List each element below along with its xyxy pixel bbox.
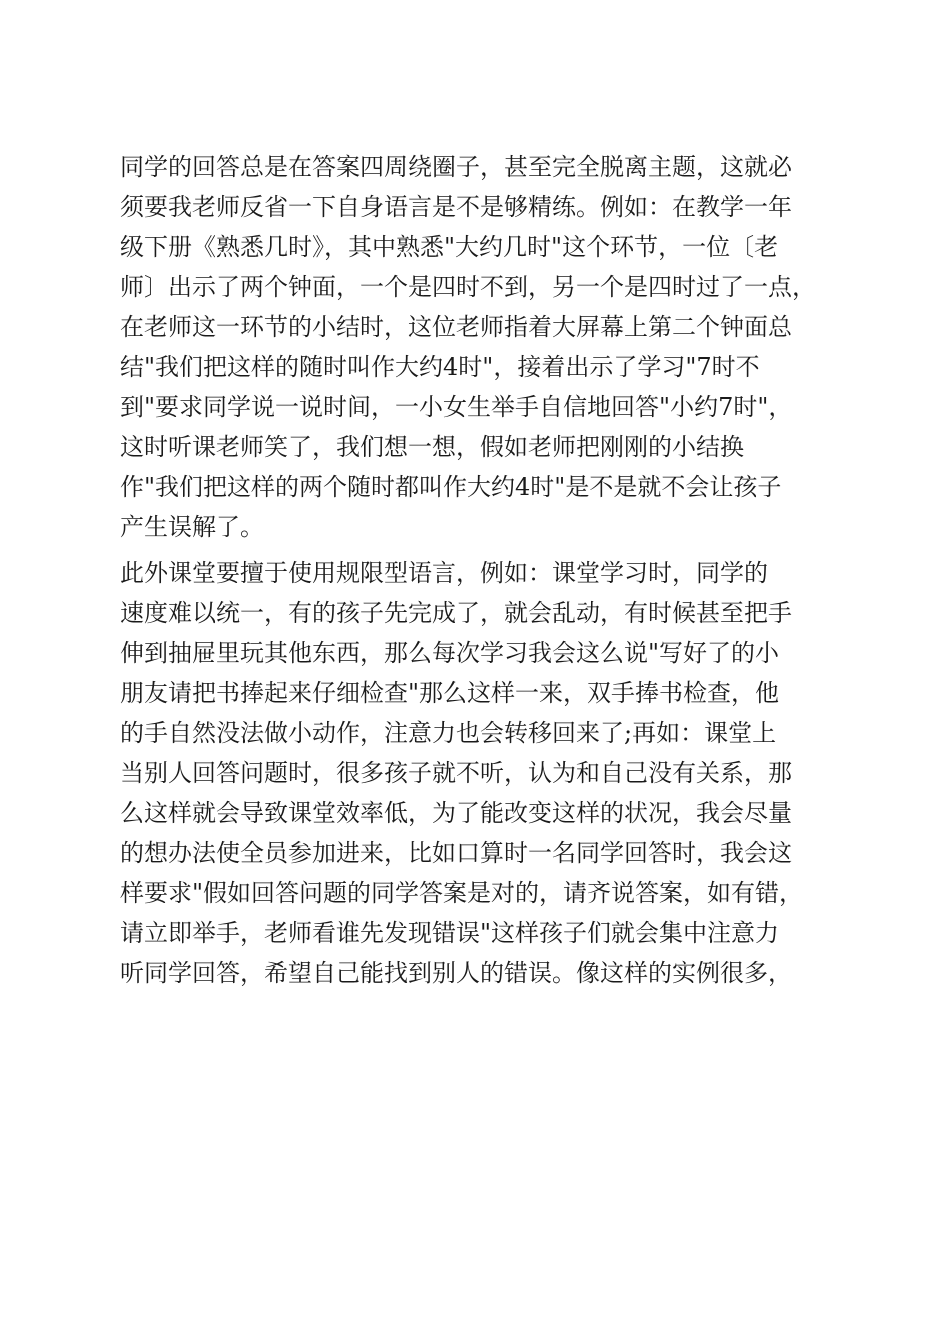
text-line: 在老师这一环节的小结时，这位老师指着大屏幕上第二个钟面总 — [120, 313, 792, 341]
text-line: 的手自然没法做小动作，注意力也会转移回来了;再如：课堂上 — [120, 719, 777, 747]
text-line: 作"我们把这样的两个随时都叫作大约4时"是不是就不会让孩子 — [120, 473, 782, 501]
text-line: 速度难以统一，有的孩子先完成了，就会乱动，有时候甚至把手 — [120, 599, 792, 627]
text-line: 须要我老师反省一下自身语言是不是够精练。例如：在教学一年 — [120, 193, 792, 221]
text-line: 这时听课老师笑了，我们想一想，假如老师把刚刚的小结换 — [120, 433, 744, 461]
text-line: 样要求"假如回答问题的同学答案是对的，请齐说答案，如有错， — [120, 879, 804, 907]
body-text — [120, 147, 840, 993]
text-line: 朋友请把书捧起来仔细检查"那么这样一来，双手捧书检查，他 — [120, 679, 780, 707]
paragraph-1 — [120, 147, 840, 547]
text-line: 到"要求同学说一说时间，一小女生举手自信地回答"小约7时"， — [120, 393, 793, 421]
text-line: 当别人回答问题时，很多孩子就不听，认为和自己没有关系，那 — [120, 759, 792, 787]
text-line: 么这样就会导致课堂效率低，为了能改变这样的状况，我会尽量 — [120, 799, 792, 827]
text-line: 师〕出示了两个钟面，一个是四时不到，另一个是四时过了一点， — [120, 273, 816, 301]
text-line: 的想办法使全员参加进来，比如口算时一名同学回答时，我会这 — [120, 839, 792, 867]
text-line: 同学的回答总是在答案四周绕圈子，甚至完全脱离主题，这就必 — [120, 153, 792, 181]
text-line: 伸到抽屉里玩其他东西，那么每次学习我会这么说"写好了的小 — [120, 639, 780, 667]
paragraph-2 — [120, 553, 840, 993]
text-line: 产生误解了。 — [120, 513, 264, 541]
text-line: 请立即举手，老师看谁先发现错误"这样孩子们就会集中注意力 — [120, 919, 780, 947]
text-line: 结"我们把这样的随时叫作大约4时"，接着出示了学习"7时不 — [120, 353, 760, 381]
text-line: 级下册《熟悉几时》，其中熟悉"大约几时"这个环节，一位〔老 — [120, 233, 779, 261]
text-line: 听同学回答，希望自己能找到别人的错误。像这样的实例很多， — [120, 959, 792, 987]
text-line: 此外课堂要擅于使用规限型语言，例如：课堂学习时，同学的 — [120, 559, 768, 587]
